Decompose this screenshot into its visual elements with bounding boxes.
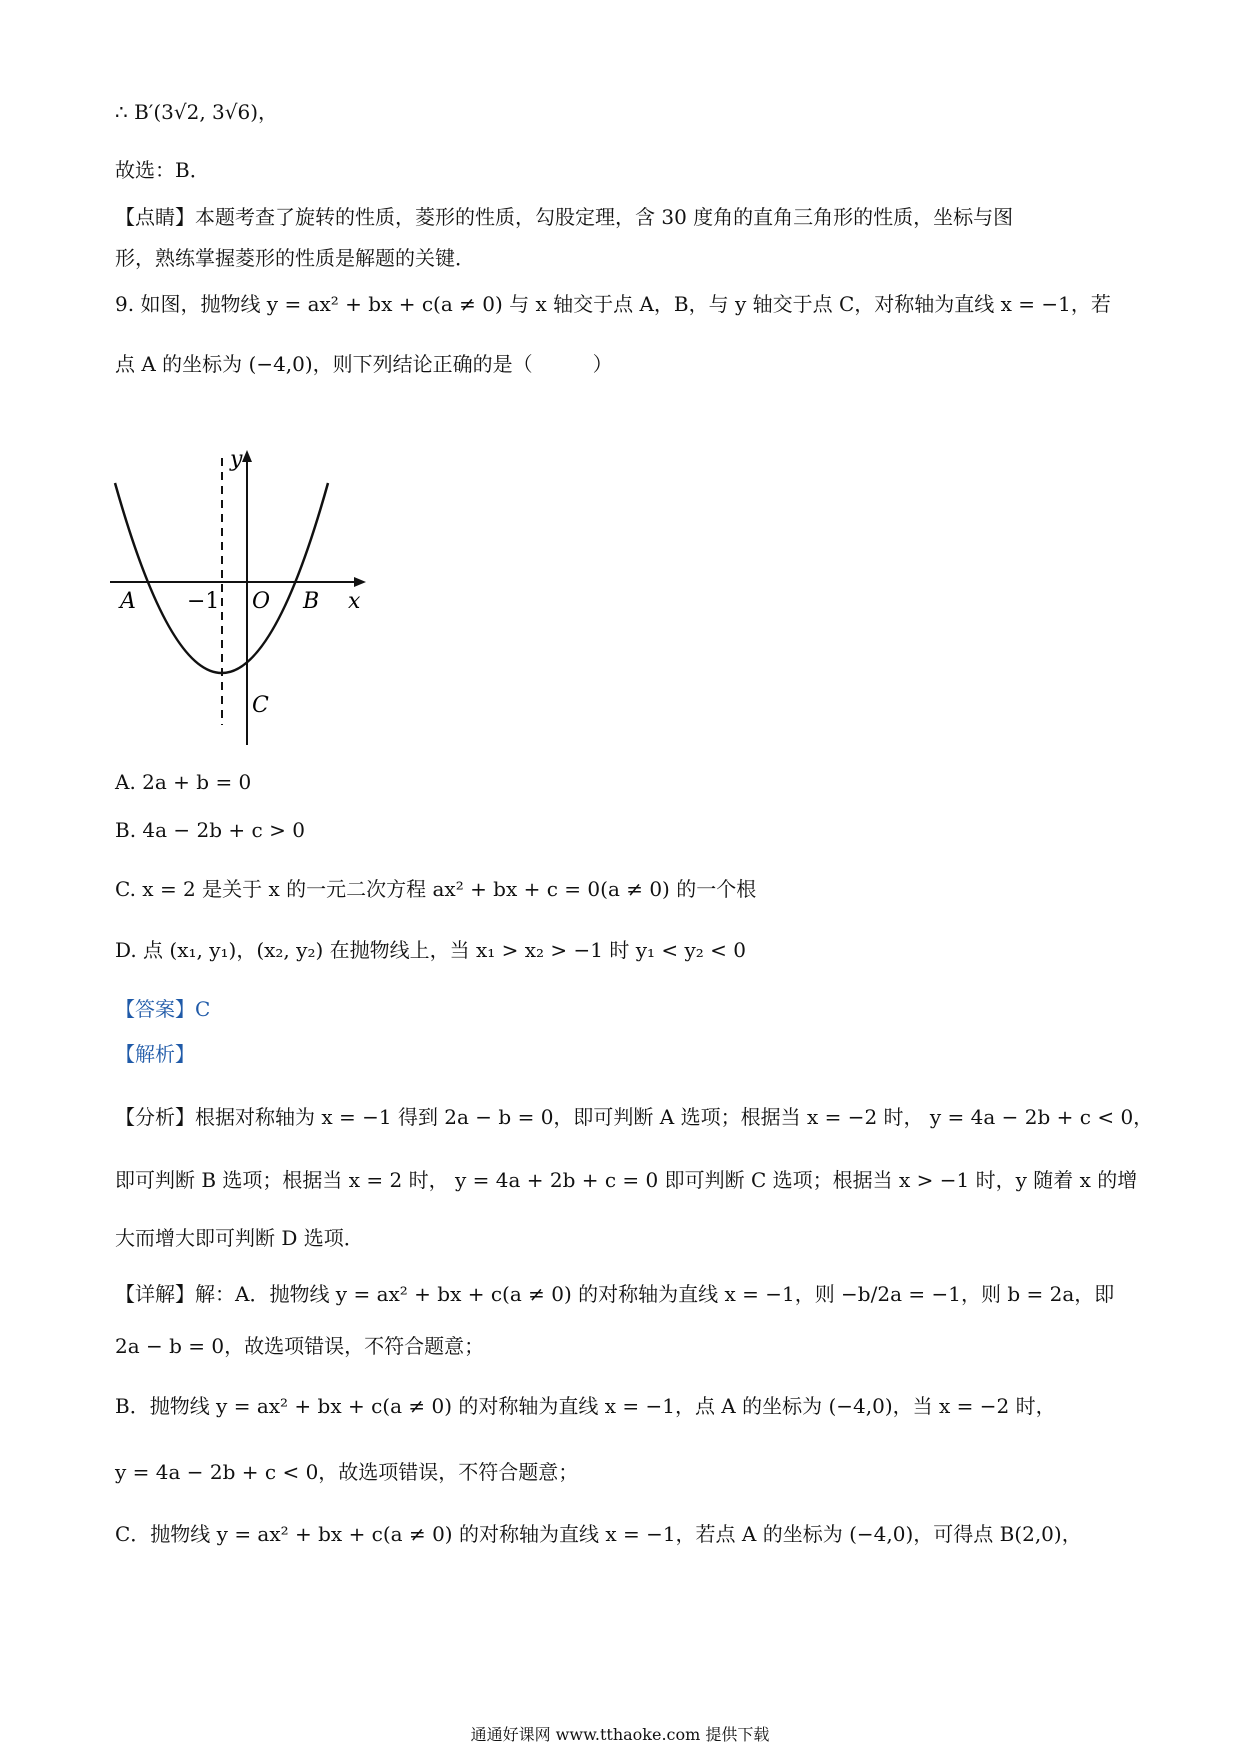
- question-9-line-1: 9. 如图，抛物线 y = ax² + bx + c(a ≠ 0) 与 x 轴交于点 A，B，与 y 轴交于点 C，对称轴为直线 x = −1，若: [115, 292, 1111, 316]
- x-axis-arrow: [354, 577, 366, 587]
- x-axis-label: x: [348, 589, 361, 614]
- text-line-4: 形，熟练掌握菱形的性质是解题的关键．: [115, 246, 475, 270]
- detail-line-5: C．抛物线 y = ax² + bx + c(a ≠ 0) 的对称轴为直线 x = −1，若点 A 的坐标为 (−4,0)，可得点 B(2,0)，: [115, 1522, 1082, 1546]
- analysis-line-3: 大而增大即可判断 D 选项．: [115, 1226, 364, 1250]
- option-d: D. 点 (x₁, y₁)，(x₂, y₂) 在抛物线上，当 x₁ > x₂ > −1 时 y₁ < y₂ < 0: [115, 938, 747, 962]
- explanation-header: 【解析】: [115, 1042, 195, 1066]
- point-a-label: A: [120, 589, 136, 614]
- point-c-label: C: [252, 693, 269, 718]
- minus-one-label: −1: [187, 589, 220, 614]
- page-footer: 通通好课网 www.tthaoke.com 提供下载: [470, 1725, 770, 1744]
- y-axis-label: y: [230, 450, 243, 472]
- answer-label: 【答案】C: [115, 997, 211, 1021]
- text-line-3: 【点睛】本题考查了旋转的性质，菱形的性质，勾股定理，含 30 度角的直角三角形的性质，坐标与图: [115, 205, 1014, 229]
- point-b-label: B: [303, 589, 320, 614]
- detail-line-2: 2a − b = 0，故选项错误，不符合题意；: [115, 1334, 485, 1358]
- option-a: A. 2a + b = 0: [115, 770, 252, 794]
- option-b: B. 4a − 2b + c > 0: [115, 818, 305, 842]
- analysis-line-1: 【分析】根据对称轴为 x = −1 得到 2a − b = 0，即可判断 A 选项；根据当 x = −2 时， y = 4a − 2b + c < 0，: [115, 1105, 1154, 1129]
- question-9-line-2: 点 A 的坐标为 (−4,0)，则下列结论正确的是（ ）: [115, 352, 613, 376]
- detail-line-3: B．抛物线 y = ax² + bx + c(a ≠ 0) 的对称轴为直线 x = −1，点 A 的坐标为 (−4,0)，当 x = −2 时，: [115, 1394, 1056, 1418]
- parabola-figure: [110, 450, 410, 750]
- analysis-line-2: 即可判断 B 选项；根据当 x = 2 时， y = 4a + 2b + c = 0 即可判断 C 选项；根据当 x > −1 时，y 随着 x 的增: [115, 1168, 1138, 1192]
- text-line-2: 故选：B．: [115, 158, 210, 182]
- detail-line-4: y = 4a − 2b + c < 0，故选项错误，不符合题意；: [115, 1460, 579, 1484]
- detail-line-1: 【详解】解：A．抛物线 y = ax² + bx + c(a ≠ 0) 的对称轴为直线 x = −1，则 −b/2a = −1，则 b = 2a，即: [115, 1282, 1115, 1306]
- origin-label: O: [252, 589, 271, 614]
- text-line-1: ∴ B′(3√2, 3√6)，: [115, 100, 279, 124]
- option-c: C. x = 2 是关于 x 的一元二次方程 ax² + bx + c = 0(a ≠ 0) 的一个根: [115, 877, 757, 901]
- y-axis-arrow: [242, 450, 252, 462]
